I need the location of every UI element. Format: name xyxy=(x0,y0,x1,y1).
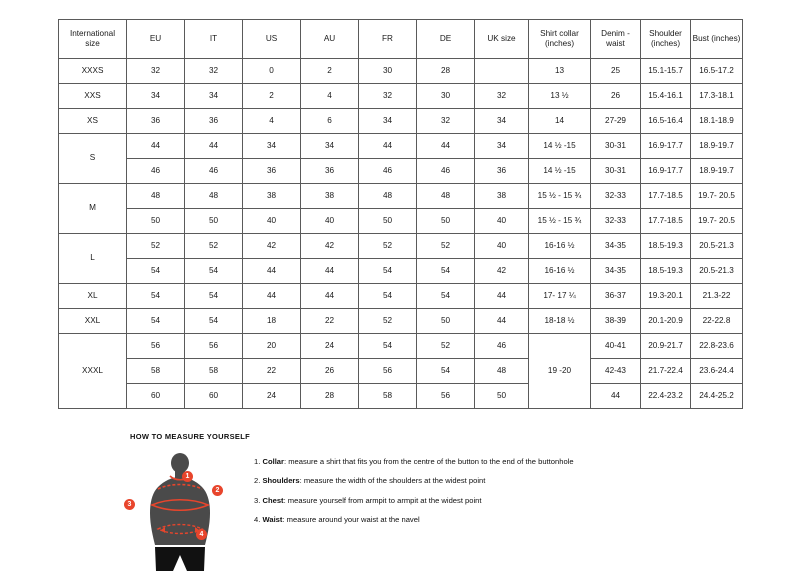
col-header-shoulder: Shoulder (inches) xyxy=(641,20,691,59)
cell-it: 34 xyxy=(185,84,243,109)
cell-international-size: XL xyxy=(59,284,127,309)
how-to-measure-title: HOW TO MEASURE YOURSELF xyxy=(130,432,250,441)
cell-bust: 18.9-19.7 xyxy=(691,159,743,184)
table-row xyxy=(59,209,743,234)
cell-shoulder: 16.9-17.7 xyxy=(641,134,691,159)
cell-au: 36 xyxy=(301,159,359,184)
col-header-shirt-collar: Shirt collar (inches) xyxy=(529,20,591,59)
step-number: 1. xyxy=(254,457,261,466)
cell-fr: 48 xyxy=(359,184,417,209)
cell-shirt-collar: 16-16 ½ xyxy=(529,234,591,259)
cell-eu: 44 xyxy=(127,134,185,159)
cell-fr: 58 xyxy=(359,384,417,409)
cell-us: 24 xyxy=(243,384,301,409)
torso-diagram-icon xyxy=(130,449,240,574)
cell-it: 50 xyxy=(185,209,243,234)
cell-uk-size: 46 xyxy=(475,334,529,359)
cell-de: 54 xyxy=(417,259,475,284)
cell-us: 42 xyxy=(243,234,301,259)
cell-eu: 54 xyxy=(127,309,185,334)
step-term: Chest xyxy=(262,495,284,505)
cell-shirt-collar: 14 ½ -15 xyxy=(529,134,591,159)
cell-shoulder: 22.4-23.2 xyxy=(641,384,691,409)
step-text: : measure yourself from armpit to armpit at the widest point xyxy=(283,495,482,505)
cell-it: 58 xyxy=(185,359,243,384)
step-number: 2. xyxy=(254,476,261,486)
cell-de: 52 xyxy=(417,334,475,359)
cell-shirt-collar: 16-16 ½ xyxy=(529,259,591,284)
measure-step xyxy=(254,457,574,467)
col-header-international-size: International size xyxy=(59,20,127,59)
cell-denim-waist: 32-33 xyxy=(591,184,641,209)
cell-uk-size: 50 xyxy=(475,384,529,409)
cell-uk-size: 42 xyxy=(475,259,529,284)
table-row xyxy=(59,109,743,134)
cell-international-size: XS xyxy=(59,109,127,134)
cell-eu: 54 xyxy=(127,284,185,309)
cell-shoulder: 15.4-16.1 xyxy=(641,84,691,109)
cell-us: 0 xyxy=(243,59,301,84)
cell-eu: 34 xyxy=(127,84,185,109)
cell-bust: 20.5-21.3 xyxy=(691,259,743,284)
badge-chest: 3 xyxy=(124,499,135,510)
cell-shirt-collar: 17- 17 ¼ xyxy=(529,284,591,309)
cell-eu: 36 xyxy=(127,109,185,134)
col-header-bust: Bust (inches) xyxy=(691,20,743,59)
cell-shirt-collar: 13 ½ xyxy=(529,84,591,109)
cell-us: 36 xyxy=(243,159,301,184)
cell-au: 42 xyxy=(301,234,359,259)
cell-uk-size: 34 xyxy=(475,109,529,134)
cell-shirt-collar: 18-18 ½ xyxy=(529,309,591,334)
cell-fr: 32 xyxy=(359,84,417,109)
step-number: 3. xyxy=(254,495,261,505)
cell-uk-size: 48 xyxy=(475,359,529,384)
step-text: : measure the width of the shoulders at the widest point xyxy=(299,476,486,486)
cell-au: 44 xyxy=(301,284,359,309)
col-header-au: AU xyxy=(301,20,359,59)
cell-international-size: S xyxy=(59,134,127,184)
cell-denim-waist: 44 xyxy=(591,384,641,409)
cell-bust: 20.5-21.3 xyxy=(691,234,743,259)
table-body xyxy=(59,59,743,409)
cell-bust: 16.5-17.2 xyxy=(691,59,743,84)
how-to-measure-section xyxy=(127,432,730,569)
cell-denim-waist: 38-39 xyxy=(591,309,641,334)
table-row xyxy=(59,159,743,184)
cell-uk-size: 44 xyxy=(475,284,529,309)
cell-us: 34 xyxy=(243,134,301,159)
cell-it: 36 xyxy=(185,109,243,134)
cell-shirt-collar: 15 ½ - 15 ¾ xyxy=(529,209,591,234)
cell-us: 40 xyxy=(243,209,301,234)
cell-denim-waist: 25 xyxy=(591,59,641,84)
cell-de: 50 xyxy=(417,309,475,334)
col-header-eu: EU xyxy=(127,20,185,59)
cell-shoulder: 16.5-16.4 xyxy=(641,109,691,134)
cell-bust: 18.1-18.9 xyxy=(691,109,743,134)
cell-eu: 50 xyxy=(127,209,185,234)
cell-uk-size xyxy=(475,59,529,84)
cell-it: 54 xyxy=(185,284,243,309)
cell-fr: 46 xyxy=(359,159,417,184)
cell-international-size: M xyxy=(59,184,127,234)
cell-shirt-collar: 19 -20 xyxy=(529,334,591,409)
measure-step xyxy=(254,476,574,486)
cell-uk-size: 32 xyxy=(475,84,529,109)
cell-shoulder: 20.1-20.9 xyxy=(641,309,691,334)
cell-fr: 56 xyxy=(359,359,417,384)
cell-uk-size: 36 xyxy=(475,159,529,184)
cell-bust: 21.3-22 xyxy=(691,284,743,309)
cell-fr: 44 xyxy=(359,134,417,159)
cell-it: 54 xyxy=(185,259,243,284)
table-row xyxy=(59,384,743,409)
col-header-de: DE xyxy=(417,20,475,59)
cell-it: 54 xyxy=(185,309,243,334)
cell-denim-waist: 30-31 xyxy=(591,134,641,159)
step-text: : measure around your waist at the navel xyxy=(282,514,420,524)
cell-it: 44 xyxy=(185,134,243,159)
cell-international-size: L xyxy=(59,234,127,284)
cell-uk-size: 44 xyxy=(475,309,529,334)
cell-shoulder: 16.9-17.7 xyxy=(641,159,691,184)
table-row xyxy=(59,184,743,209)
cell-de: 56 xyxy=(417,384,475,409)
cell-fr: 54 xyxy=(359,259,417,284)
cell-de: 30 xyxy=(417,84,475,109)
cell-au: 2 xyxy=(301,59,359,84)
cell-shoulder: 18.5-19.3 xyxy=(641,234,691,259)
cell-de: 46 xyxy=(417,159,475,184)
cell-us: 38 xyxy=(243,184,301,209)
cell-au: 44 xyxy=(301,259,359,284)
measure-step xyxy=(254,515,574,525)
cell-international-size: XXS xyxy=(59,84,127,109)
cell-au: 6 xyxy=(301,109,359,134)
cell-uk-size: 40 xyxy=(475,209,529,234)
cell-us: 22 xyxy=(243,359,301,384)
table-row xyxy=(59,359,743,384)
table-header-row xyxy=(59,20,743,59)
cell-us: 44 xyxy=(243,259,301,284)
cell-eu: 56 xyxy=(127,334,185,359)
cell-it: 56 xyxy=(185,334,243,359)
cell-de: 32 xyxy=(417,109,475,134)
cell-denim-waist: 32-33 xyxy=(591,209,641,234)
cell-shoulder: 15.1-15.7 xyxy=(641,59,691,84)
table-row xyxy=(59,284,743,309)
cell-it: 52 xyxy=(185,234,243,259)
cell-de: 52 xyxy=(417,234,475,259)
cell-us: 4 xyxy=(243,109,301,134)
cell-bust: 23.6-24.4 xyxy=(691,359,743,384)
cell-eu: 32 xyxy=(127,59,185,84)
cell-denim-waist: 36-37 xyxy=(591,284,641,309)
size-chart-table xyxy=(58,19,743,409)
cell-de: 28 xyxy=(417,59,475,84)
table-row xyxy=(59,309,743,334)
cell-au: 40 xyxy=(301,209,359,234)
cell-denim-waist: 26 xyxy=(591,84,641,109)
cell-bust: 19.7- 20.5 xyxy=(691,184,743,209)
col-header-fr: FR xyxy=(359,20,417,59)
cell-denim-waist: 40-41 xyxy=(591,334,641,359)
cell-fr: 52 xyxy=(359,234,417,259)
cell-au: 38 xyxy=(301,184,359,209)
cell-international-size: XXL xyxy=(59,309,127,334)
cell-international-size: XXXL xyxy=(59,334,127,409)
step-term: Collar xyxy=(262,457,284,466)
table-row xyxy=(59,84,743,109)
step-term: Shoulders xyxy=(262,476,300,486)
cell-eu: 58 xyxy=(127,359,185,384)
cell-shoulder: 17.7-18.5 xyxy=(641,209,691,234)
cell-de: 54 xyxy=(417,284,475,309)
measurement-figure xyxy=(127,449,240,569)
badge-shoulders: 2 xyxy=(212,485,223,496)
cell-de: 44 xyxy=(417,134,475,159)
step-term: Waist xyxy=(262,514,283,524)
cell-fr: 34 xyxy=(359,109,417,134)
cell-shirt-collar: 14 ½ -15 xyxy=(529,159,591,184)
cell-eu: 48 xyxy=(127,184,185,209)
cell-au: 24 xyxy=(301,334,359,359)
cell-denim-waist: 34-35 xyxy=(591,259,641,284)
cell-uk-size: 38 xyxy=(475,184,529,209)
cell-shoulder: 19.3-20.1 xyxy=(641,284,691,309)
step-text: : measure a shirt that fits you from the centre of the button to the end of the buttonhole xyxy=(284,457,574,466)
badge-waist: 4 xyxy=(196,529,207,540)
cell-us: 18 xyxy=(243,309,301,334)
cell-fr: 30 xyxy=(359,59,417,84)
cell-denim-waist: 34-35 xyxy=(591,234,641,259)
cell-it: 48 xyxy=(185,184,243,209)
col-header-uk-size: UK size xyxy=(475,20,529,59)
cell-au: 28 xyxy=(301,384,359,409)
cell-shoulder: 20.9-21.7 xyxy=(641,334,691,359)
cell-denim-waist: 27-29 xyxy=(591,109,641,134)
table-row xyxy=(59,334,743,359)
cell-us: 20 xyxy=(243,334,301,359)
cell-au: 22 xyxy=(301,309,359,334)
cell-us: 44 xyxy=(243,284,301,309)
cell-bust: 18.9-19.7 xyxy=(691,134,743,159)
cell-it: 46 xyxy=(185,159,243,184)
measure-steps-list xyxy=(254,449,574,534)
cell-eu: 46 xyxy=(127,159,185,184)
cell-bust: 22-22.8 xyxy=(691,309,743,334)
measure-step xyxy=(254,496,574,506)
table-row xyxy=(59,259,743,284)
cell-fr: 50 xyxy=(359,209,417,234)
cell-bust: 22.8-23.6 xyxy=(691,334,743,359)
cell-fr: 54 xyxy=(359,334,417,359)
table-row xyxy=(59,234,743,259)
cell-eu: 54 xyxy=(127,259,185,284)
cell-shoulder: 18.5-19.3 xyxy=(641,259,691,284)
cell-eu: 60 xyxy=(127,384,185,409)
cell-bust: 17.3-18.1 xyxy=(691,84,743,109)
cell-denim-waist: 42-43 xyxy=(591,359,641,384)
cell-de: 54 xyxy=(417,359,475,384)
cell-us: 2 xyxy=(243,84,301,109)
cell-shirt-collar: 15 ½ - 15 ¾ xyxy=(529,184,591,209)
cell-bust: 24.4-25.2 xyxy=(691,384,743,409)
cell-de: 50 xyxy=(417,209,475,234)
cell-fr: 52 xyxy=(359,309,417,334)
cell-fr: 54 xyxy=(359,284,417,309)
col-header-it: IT xyxy=(185,20,243,59)
cell-shirt-collar: 14 xyxy=(529,109,591,134)
badge-collar: 1 xyxy=(182,471,193,482)
cell-it: 32 xyxy=(185,59,243,84)
table-row xyxy=(59,134,743,159)
step-number: 4. xyxy=(254,514,261,524)
table-row xyxy=(59,59,743,84)
cell-au: 26 xyxy=(301,359,359,384)
cell-uk-size: 34 xyxy=(475,134,529,159)
cell-de: 48 xyxy=(417,184,475,209)
cell-bust: 19.7- 20.5 xyxy=(691,209,743,234)
cell-uk-size: 40 xyxy=(475,234,529,259)
cell-au: 34 xyxy=(301,134,359,159)
cell-eu: 52 xyxy=(127,234,185,259)
col-header-denim-waist: Denim - waist xyxy=(591,20,641,59)
cell-denim-waist: 30-31 xyxy=(591,159,641,184)
cell-au: 4 xyxy=(301,84,359,109)
cell-shoulder: 17.7-18.5 xyxy=(641,184,691,209)
cell-shirt-collar: 13 xyxy=(529,59,591,84)
col-header-us: US xyxy=(243,20,301,59)
cell-it: 60 xyxy=(185,384,243,409)
cell-shoulder: 21.7-22.4 xyxy=(641,359,691,384)
cell-international-size: XXXS xyxy=(59,59,127,84)
